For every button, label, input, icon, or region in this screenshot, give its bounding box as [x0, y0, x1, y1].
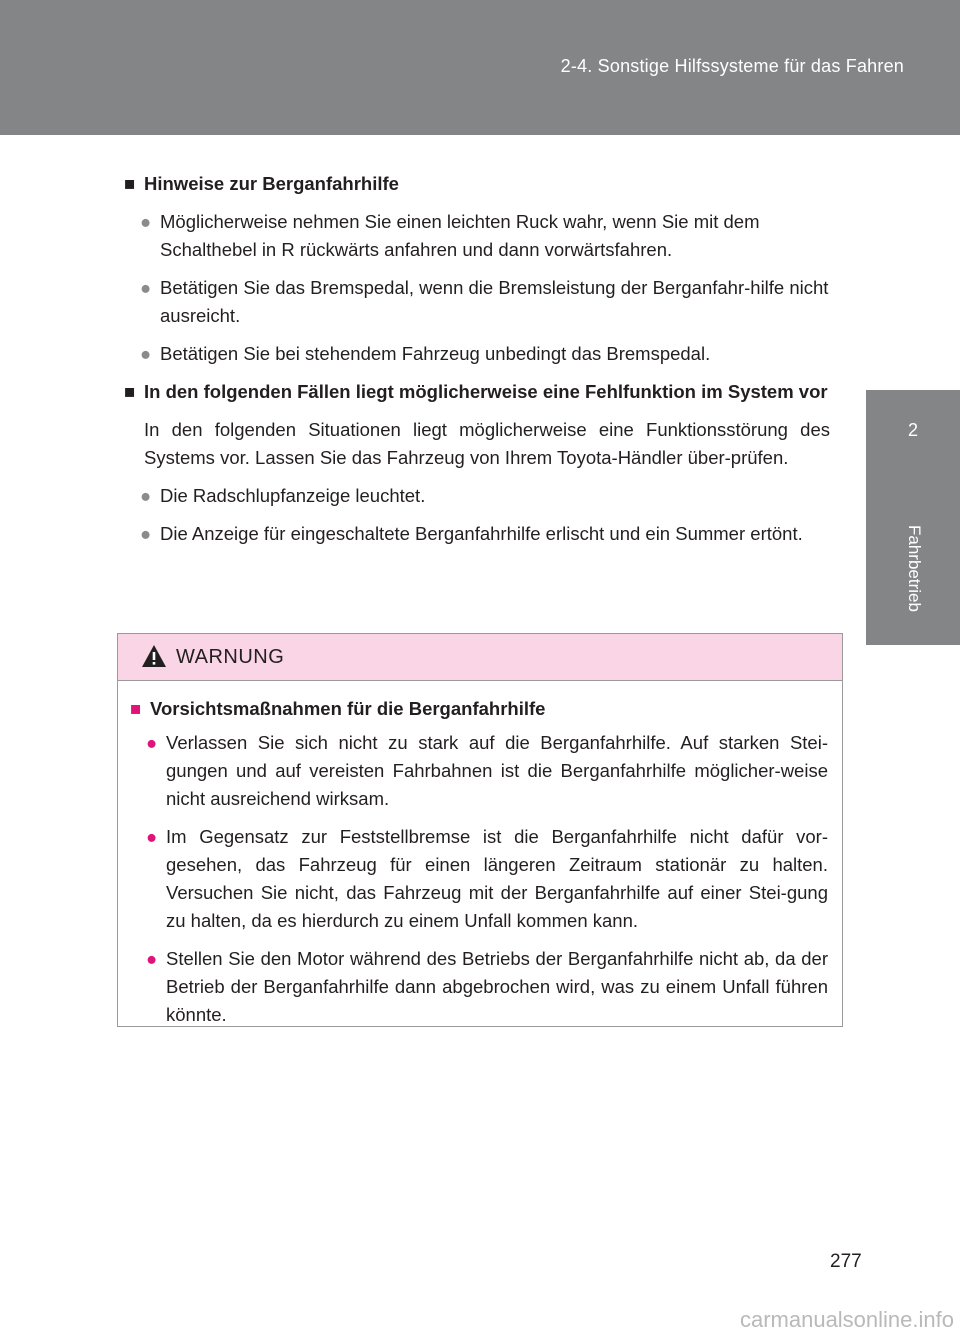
- square-bullet-icon: ■: [124, 173, 136, 194]
- warning-body: [118, 681, 842, 1029]
- dot-bullet-icon: ●: [140, 523, 152, 544]
- page-number: 277: [830, 1251, 862, 1272]
- section-title: 2-4. Sonstige Hilfssysteme für das Fahren: [560, 56, 904, 76]
- dot-bullet-icon: ●: [140, 485, 152, 506]
- dot-bullet-icon: ●: [140, 343, 152, 364]
- chapter-tab: [866, 390, 960, 645]
- list-item: [130, 945, 828, 1029]
- section-heading-notes: [124, 170, 830, 198]
- list-item: [130, 729, 828, 813]
- main-content: [124, 170, 830, 558]
- list-item: [130, 823, 828, 935]
- square-bullet-icon: ■: [124, 381, 136, 402]
- header-band: [0, 0, 960, 135]
- list-item-text: Die Radschlupfanzeige leuchtet.: [160, 485, 426, 506]
- warning-title: WARNUNG: [176, 646, 285, 668]
- section-heading-text: In den folgenden Fällen liegt möglicherweise eine Fehlfunktion im System vor: [144, 381, 828, 402]
- list-item: [124, 482, 830, 510]
- list-item-text: Betätigen Sie bei stehendem Fahrzeug unbedingt das Bremspedal.: [160, 343, 711, 364]
- section-heading-text: Hinweise zur Berganfahrhilfe: [144, 173, 399, 194]
- list-item: [124, 208, 830, 264]
- section-heading-malfunction: [124, 378, 830, 406]
- list-item-text: Betätigen Sie das Bremspedal, wenn die Bremsleistung der Berganfahr-hilfe nicht ausreicht.: [160, 277, 829, 326]
- dot-bullet-icon: ●: [146, 826, 158, 847]
- watermark: carmanualsonline.info: [739, 1307, 954, 1332]
- square-bullet-icon: ■: [130, 698, 142, 719]
- list-item-text: Stellen Sie den Motor während des Betriebs der Berganfahrhilfe nicht ab, da der Betrieb der Berganfahrhilfe dann abgebrochen wird, was zu einem Unfall führen könnte.: [166, 948, 828, 1025]
- warning-triangle-icon: [141, 644, 167, 668]
- list-item-text: Möglicherweise nehmen Sie einen leichten Ruck wahr, wenn Sie mit dem Schalthebel in R rückwärts anfahren und dann vorwärtsfahren.: [160, 211, 760, 260]
- list-item: [124, 340, 830, 368]
- warning-heading-text: Vorsichtsmaßnahmen für die Berganfahrhilfe: [150, 698, 546, 719]
- chapter-label: Fahrbetrieb: [905, 525, 924, 612]
- dot-bullet-icon: ●: [140, 211, 152, 232]
- warning-heading: [130, 695, 828, 723]
- list-item-text: Verlassen Sie sich nicht zu stark auf die Berganfahrhilfe. Auf starken Stei-gungen und auf vereisten Fahrbahnen ist die Berganfahrhilfe möglicher-weise nicht ausreichend wirksam.: [166, 732, 828, 809]
- warning-header: [118, 634, 842, 681]
- chapter-number: 2: [907, 420, 918, 440]
- dot-bullet-icon: ●: [146, 732, 158, 753]
- list-item-text: Im Gegensatz zur Feststellbremse ist die Berganfahrhilfe nicht dafür vor-gesehen, das Fahrzeug für einen längeren Zeitraum stationär zu halten. Versuchen Sie nicht, das Fahrzeug mit der Berganfahrhilfe auf einer Stei-gung zu halten, da es hierdurch zu einem Unfall kommen kann.: [166, 826, 828, 931]
- list-item-text: Die Anzeige für eingeschaltete Berganfahrhilfe erlischt und ein Summer ertönt.: [160, 523, 803, 544]
- list-item: [124, 274, 830, 330]
- section-paragraph: In den folgenden Situationen liegt möglicherweise eine Funktionsstörung des Systems vor. Lassen Sie das Fahrzeug von Ihrem Toyota-Händler über-prüfen.: [144, 419, 830, 468]
- dot-bullet-icon: ●: [146, 948, 158, 969]
- list-item: [124, 520, 830, 548]
- warning-box: [117, 633, 843, 1027]
- dot-bullet-icon: ●: [140, 277, 152, 298]
